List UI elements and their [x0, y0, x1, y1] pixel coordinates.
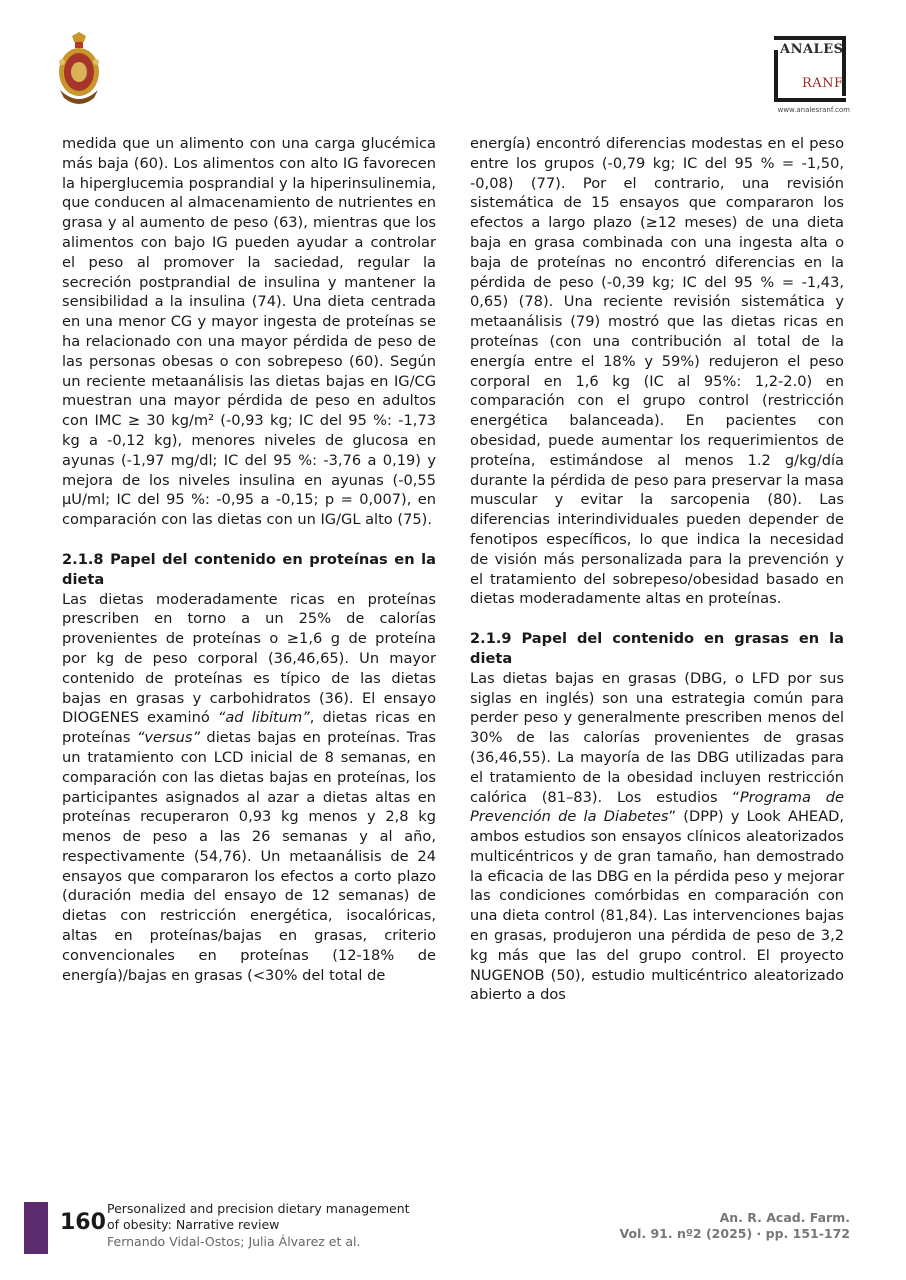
footer-article-title [107, 1201, 410, 1233]
footer-title-line: of obesity: Narrative review [107, 1217, 280, 1232]
footer-title-line: Personalized and precision dietary management [107, 1201, 410, 1216]
page-number: 160 [60, 1210, 106, 1235]
text-run: dietas bajas en proteínas. Tras un tratamiento con LCD inicial de 8 semanas, en comparación con las dietas bajas en proteínas, los participantes asignados al azar a dietas altas en proteínas recuperaron 0,93 kg menos y 2,8 kg menos de peso a las 26 semanas y al año, respectivamente (54,76). Un metaanálisis de 24 ensayos que compararon los efectos a corto plazo (duración media del ensayo de 12 semanas) de dietas con restricción energética, isocalóricas, altas en proteínas/bajas en grasas, criterio convencionales en proteínas (12-18% de energía)/bajas en grasas (<30% del total de [62, 729, 437, 984]
text-run: Las dietas moderadamente ricas en proteínas prescriben en torno a un 25% de calorías provenientes de proteínas o ≥1,6 g de proteína por kg de peso corporal (36,46,65). Un mayor contenido de proteínas es típico de las dietas bajas en grasas y carbohidratos (36). El ensayo DIOGENES examinó [62, 590, 436, 727]
right-column [470, 134, 844, 1005]
italic-term: “versus” [136, 729, 201, 747]
footer-accent-bar [24, 1202, 48, 1254]
paragraph [62, 590, 436, 986]
royal-crest-icon [50, 32, 108, 110]
section-heading: 2.1.9 Papel del contenido en grasas en la dieta [470, 630, 844, 667]
journal-logo [740, 36, 852, 120]
paragraph [470, 669, 844, 1006]
text-run: , dietas ricas en proteínas [62, 709, 436, 747]
italic-term: “ad libitum” [217, 709, 310, 727]
footer-journal [620, 1210, 851, 1242]
section-heading: 2.1.8 Papel del contenido en proteínas en la dieta [62, 550, 436, 588]
logo-name: ANALES [780, 42, 844, 57]
paragraph: energía) encontró diferencias modestas en el peso entre los grupos (-0,79 kg; IC del 95 % = -1,50, -0,08) (77). Por el contrario, una revisión sistemática de 15 ensayos que compararon los efectos a largo plazo (≥12 meses) de una dieta baja en grasa combinada con una ingesta alta o baja de proteínas no encontró diferencias en la pérdida de peso (-0,39 kg; IC del 95 % = -1,43, 0,65) (78). Una reciente revisión sistemática y metaanálisis (79) mostró que las dietas ricas en proteínas (con una contribución al total de la energía entre el 18% y 59%) redujeron el peso corporal en 1,6 kg (IC al 95%: 1,2-2.0) en comparación con el grupo control (restricción energética balanceada). En pacientes con obesidad, puede aumentar los requerimientos de proteína, estimándose al menos 1.2 g/kg/día durante la pérdida de peso para preservar la masa muscular y evitar la sarcopenia (80). Las diferencias interindividuales pueden depender de fenotipos específicos, lo que indica la necesidad de visión más personalizada para la prevención y el tratamiento del sobrepeso/obesidad basado en dietas moderadamente altas en proteínas. [470, 135, 844, 608]
italic-term: Programa de Prevención de la Diabetes [470, 788, 844, 826]
text-run: ” (DPP) y Look AHEAD, ambos estudios son ensayos clínicos aleatorizados multicéntricos y de gran tamaño, han demostrado la eficacia de las DBG en la pérdida peso y mejorar las condiciones comórbidas en comparación con una dieta control (81,84). Las intervenciones bajas en grasas, produjeron una pérdida de peso de 3,2 kg más que las del grupo control. El proyecto NUGENOB (50), estudio multicéntrico aleatorizado abierto a dos [470, 808, 845, 1004]
text-run: Las dietas bajas en grasas (DBG, o LFD por sus siglas en inglés) son una estrategia común para perder peso y generalmente prescriben menos del 30% de las calorías provenientes de grasas (36,46,55). La mayoría de las DBG utilizadas para el tratamiento de la obesidad incluyen restricción calórica (81–83). Los estudios “ [470, 669, 844, 806]
journal-volume: Vol. 91. nº2 (2025) · pp. 151-172 [619, 1226, 850, 1241]
logo-url[interactable]: www.analesranf.com [777, 106, 850, 114]
footer-authors: Fernando Vidal-Ostos; Julia Álvarez et al. [107, 1234, 361, 1249]
logo-sub: RANF [802, 76, 844, 91]
left-column [62, 134, 436, 985]
paragraph: medida que un alimento con una carga glucémica más baja (60). Los alimentos con alto IG favorecen la hiperglucemia posprandial y la hiperinsulinemia, que conducen al almacenamiento de nutrientes en grasa y al aumento de peso (63), mientras que los alimentos con bajo IG pueden ayudar a controlar el peso al promover la saciedad, regular la secreción postprandial de insulina y mantener la sensibilidad a la insulina (74). Una dieta centrada en una menor CG y mayor ingesta de proteínas se ha relacionado con una mayor pérdida de peso de las personas obesas o con sobrepeso (60). Según un reciente metaanálisis las dietas bajas en IG/CG muestran una mayor pérdida de peso en adultos con IMC ≥ 30 kg/m² (-0,93 kg; IC del 95 %: -1,73 kg a -0,12 kg), menores niveles de glucosa en ayunas (-1,97 mg/dl; IC del 95 %: -3,76 a 0,19) y mejora de los niveles insulina en ayunas (-0,55 µU/ml; IC del 95 %: -0,95 a -0,15; p = 0,007), en comparación con las dietas con un IG/GL alto (75). [62, 135, 436, 529]
journal-name: An. R. Acad. Farm. [719, 1210, 850, 1225]
